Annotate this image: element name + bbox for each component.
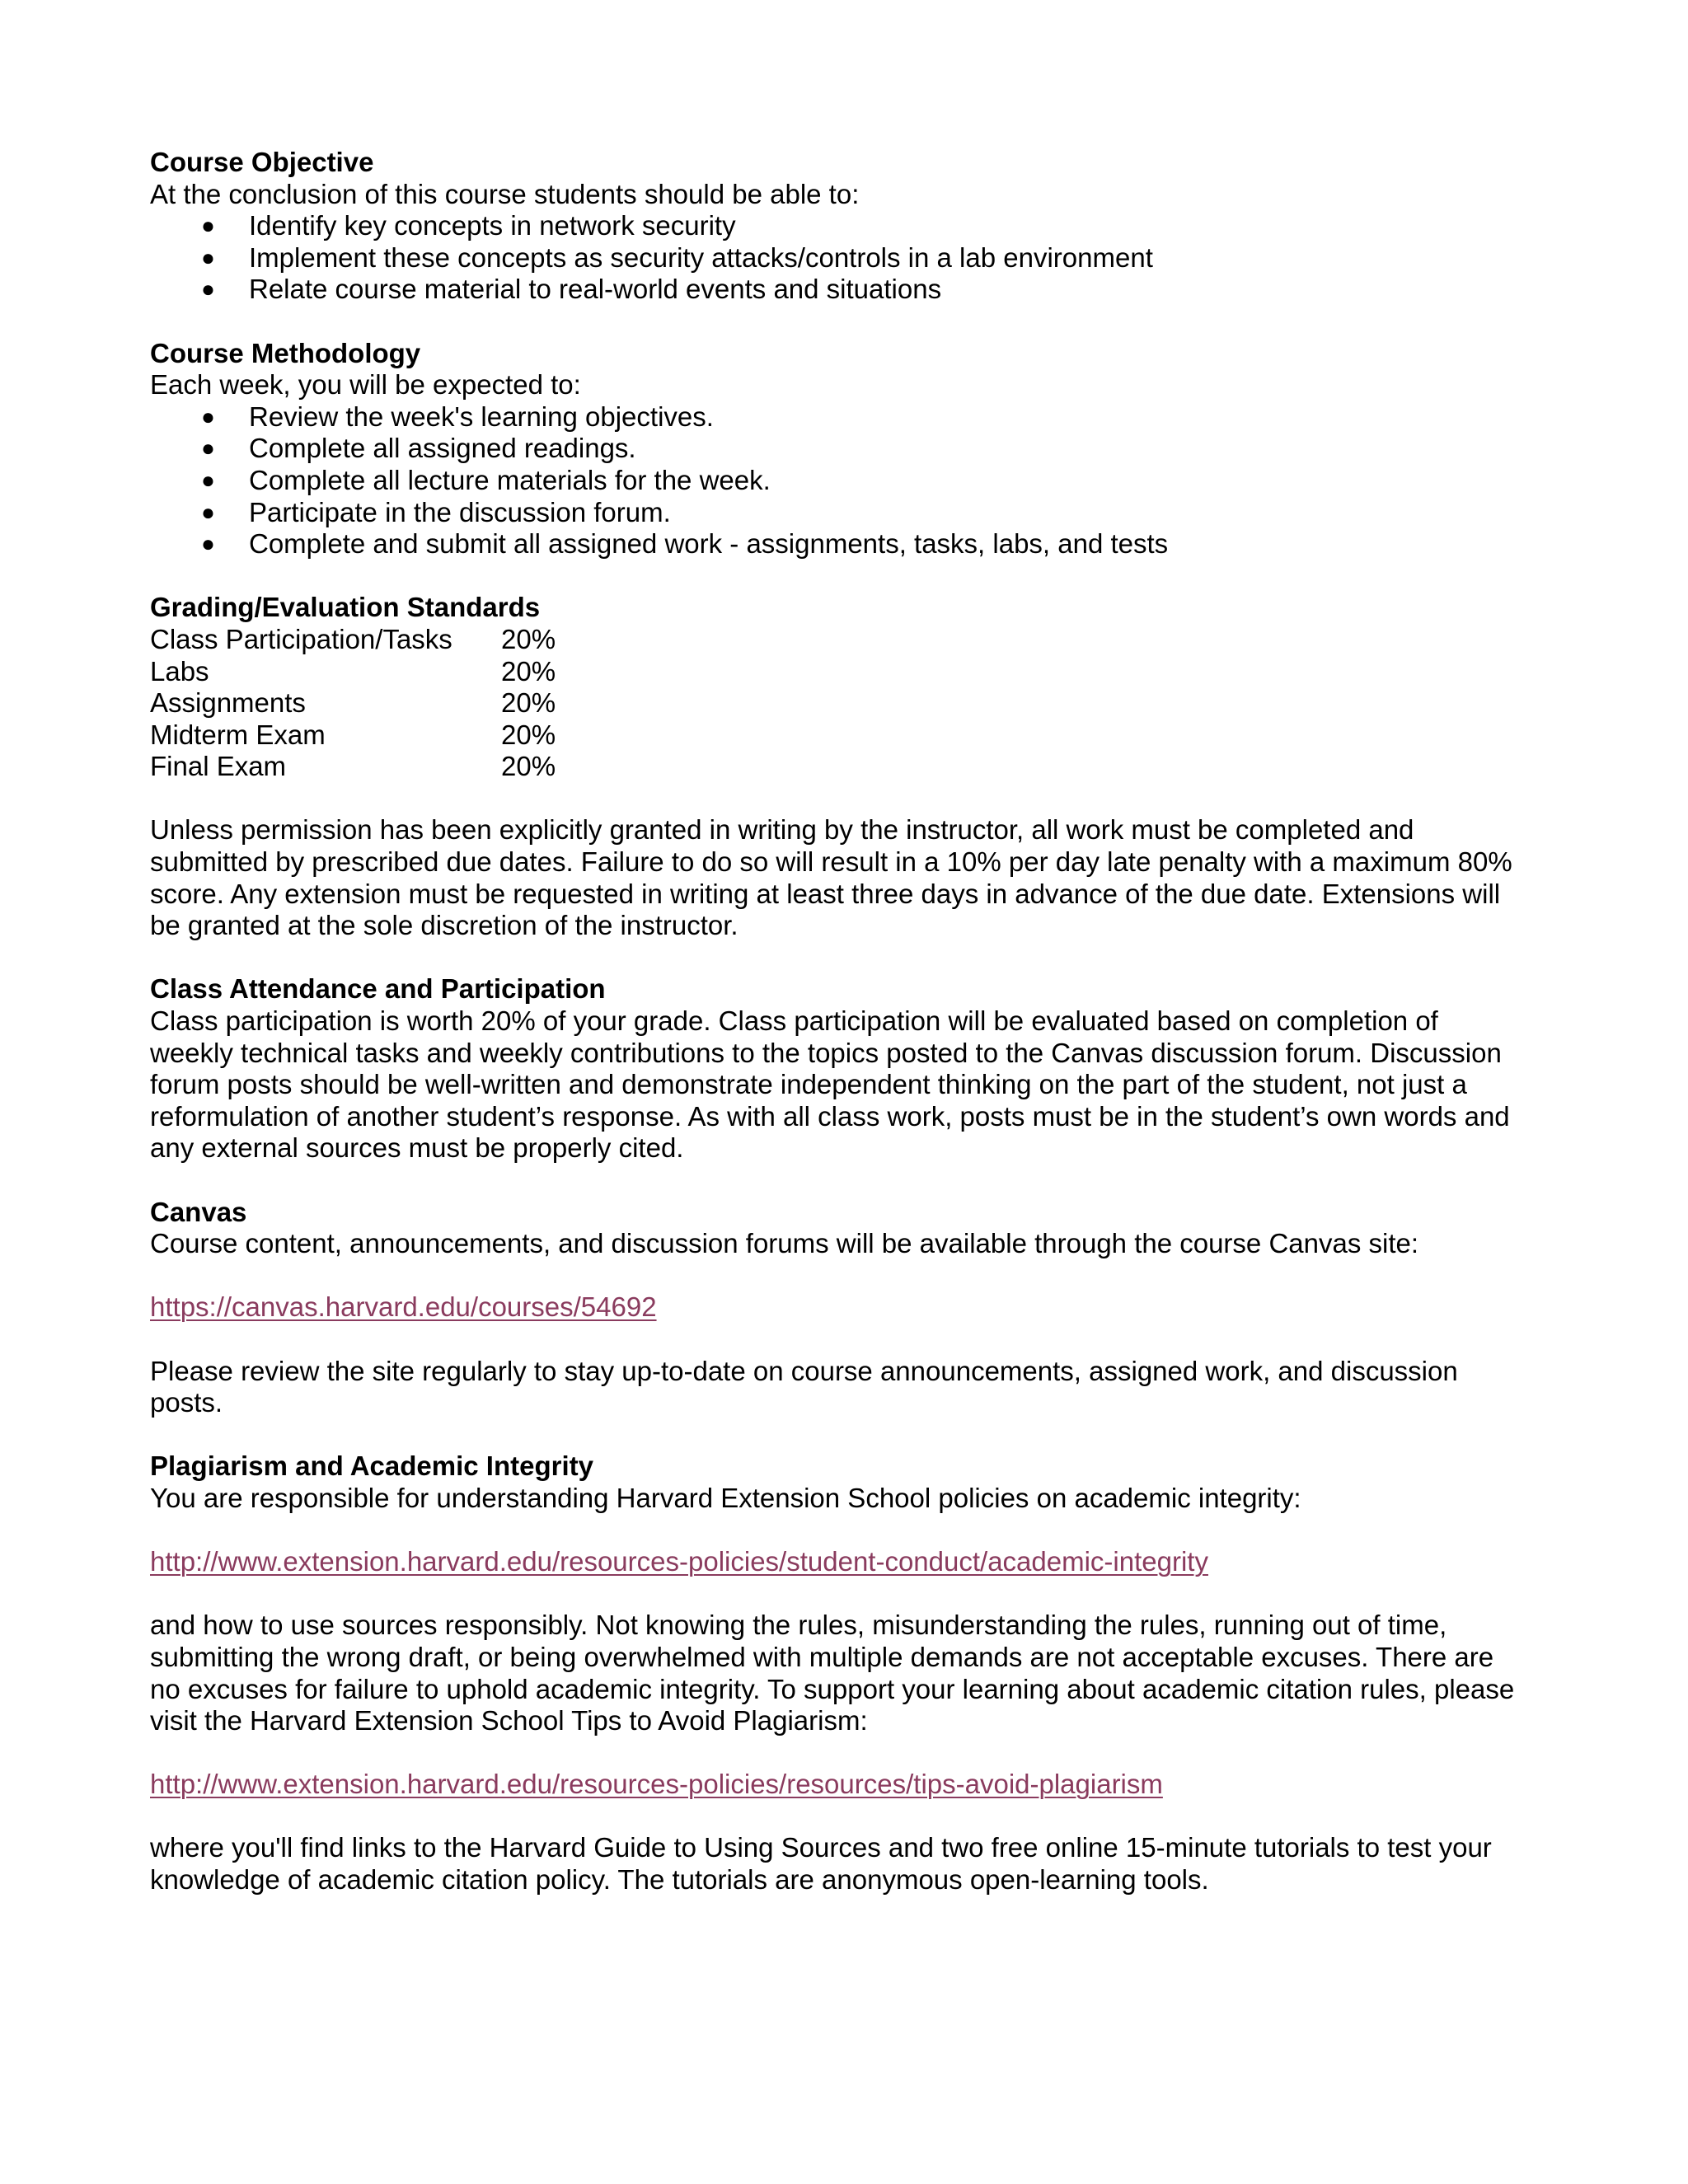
text-line: score. Any extension must be requested in writing at least three days in advance of the due date. Extensions will: [150, 878, 1501, 909]
objective-list: [150, 210, 1551, 306]
text-line: Class participation is worth 20% of your grade. Class participation will be evaluated based on completion of: [150, 1005, 1438, 1037]
text-line: visit the Harvard Extension School Tips to Avoid Plagiarism:: [150, 1705, 868, 1736]
text-line: no excuses for failure to uphold academic integrity. To support your learning about academic citation rules, please: [150, 1673, 1515, 1704]
grade-label: Assignments: [150, 687, 306, 719]
bullet-icon: ●: [201, 403, 215, 429]
list-item: ● Implement these concepts as security attacks/controls in a lab environment: [201, 241, 1153, 273]
text-line: forum posts should be well-written and demonstrate independent thinking on the part of the student, not just a: [150, 1069, 1467, 1100]
plagiarism-tips-link[interactable]: http://www.extension.harvard.edu/resources-policies/resources/tips-avoid-plagiarism: [150, 1769, 1163, 1800]
grade-row: [150, 719, 1551, 752]
syllabus-page: [150, 147, 1551, 1896]
bullet-icon: ●: [201, 499, 215, 525]
list-item: ● Complete and submit all assigned work - assignments, tasks, labs, and tests: [201, 528, 1169, 560]
methodology-heading: Course Methodology: [150, 337, 421, 368]
list-item: ● Identify key concepts in network security: [201, 210, 736, 241]
canvas-intro: Course content, announcements, and discussion forums will be available through the course Canvas site:: [150, 1228, 1419, 1259]
text-line: submitted by prescribed due dates. Failure to do so will result in a 10% per day late penalty with a maximum 80%: [150, 846, 1512, 878]
text-line: knowledge of academic citation policy. The tutorials are anonymous open-learning tools.: [150, 1864, 1209, 1896]
bullet-icon: ●: [201, 531, 215, 557]
methodology-section: [150, 338, 1551, 560]
grade-value: 20%: [501, 655, 556, 687]
text-line: submitting the wrong draft, or being overwhelmed with multiple demands are not acceptable excuses. There are: [150, 1641, 1494, 1672]
attendance-section: [150, 973, 1551, 1165]
methodology-list: [150, 401, 1551, 560]
grading-section: [150, 592, 1551, 942]
text-line: be granted at the sole discretion of the instructor.: [150, 910, 738, 941]
grade-row: [150, 751, 1551, 783]
list-item: ● Relate course material to real-world events and situations: [201, 274, 942, 305]
integrity-section: [150, 1451, 1551, 1896]
text-line: posts.: [150, 1387, 223, 1418]
integrity-heading: Plagiarism and Academic Integrity: [150, 1451, 593, 1482]
list-item: ● Complete all lecture materials for the week.: [201, 464, 771, 495]
list-item: ● Participate in the discussion forum.: [201, 496, 671, 527]
canvas-link[interactable]: https://canvas.harvard.edu/courses/54692: [150, 1291, 657, 1323]
integrity-intro: You are responsible for understanding Harvard Extension School policies on academic integrity:: [150, 1482, 1301, 1513]
text-line: Please review the site regularly to stay up-to-date on course announcements, assigned work, and discussion: [150, 1355, 1458, 1386]
grade-row: [150, 656, 1551, 688]
canvas-heading: Canvas: [150, 1196, 247, 1227]
bullet-icon: ●: [201, 244, 215, 270]
list-item: ● Review the week's learning objectives.: [201, 401, 714, 432]
canvas-section: [150, 1197, 1551, 1419]
text-line: where you'll find links to the Harvard Guide to Using Sources and two free online 15-minute tutorials to test your: [150, 1832, 1492, 1863]
text-line: weekly technical tasks and weekly contributions to the topics posted to the Canvas discussion forum. Discussion: [150, 1037, 1502, 1068]
list-item: ● Complete all assigned readings.: [201, 433, 636, 464]
methodology-intro: Each week, you will be expected to:: [150, 369, 581, 401]
text-line: Unless permission has been explicitly granted in writing by the instructor, all work must be completed and: [150, 814, 1414, 846]
bullet-icon: ●: [201, 466, 215, 493]
attendance-heading: Class Attendance and Participation: [150, 973, 606, 1005]
text-line: any external sources must be properly cited.: [150, 1132, 684, 1164]
objective-section: [150, 147, 1551, 306]
grade-value: 20%: [501, 623, 556, 654]
grade-row: [150, 687, 1551, 719]
bullet-icon: ●: [201, 276, 215, 302]
grade-label: Class Participation/Tasks: [150, 623, 452, 654]
grade-label: Midterm Exam: [150, 719, 326, 750]
grade-value: 20%: [501, 719, 556, 750]
bullet-icon: ●: [201, 435, 215, 462]
grade-label: Labs: [150, 655, 209, 687]
text-line: and how to use sources responsibly. Not knowing the rules, misunderstanding the rules, running out of time,: [150, 1610, 1447, 1641]
grade-value: 20%: [501, 687, 556, 719]
objective-heading: Course Objective: [150, 147, 374, 177]
text-line: reformulation of another student’s response. As with all class work, posts must be in the student’s own words and: [150, 1100, 1510, 1132]
bullet-icon: ●: [201, 213, 215, 239]
objective-intro: At the conclusion of this course students should be able to:: [150, 178, 860, 209]
academic-integrity-link[interactable]: http://www.extension.harvard.edu/resources-policies/student-conduct/academic-integrity: [150, 1546, 1208, 1577]
late-policy-paragraph: [150, 814, 1551, 941]
grading-heading: Grading/Evaluation Standards: [150, 592, 541, 623]
grade-row: [150, 624, 1551, 656]
grade-value: 20%: [501, 751, 556, 782]
grade-label: Final Exam: [150, 751, 287, 782]
